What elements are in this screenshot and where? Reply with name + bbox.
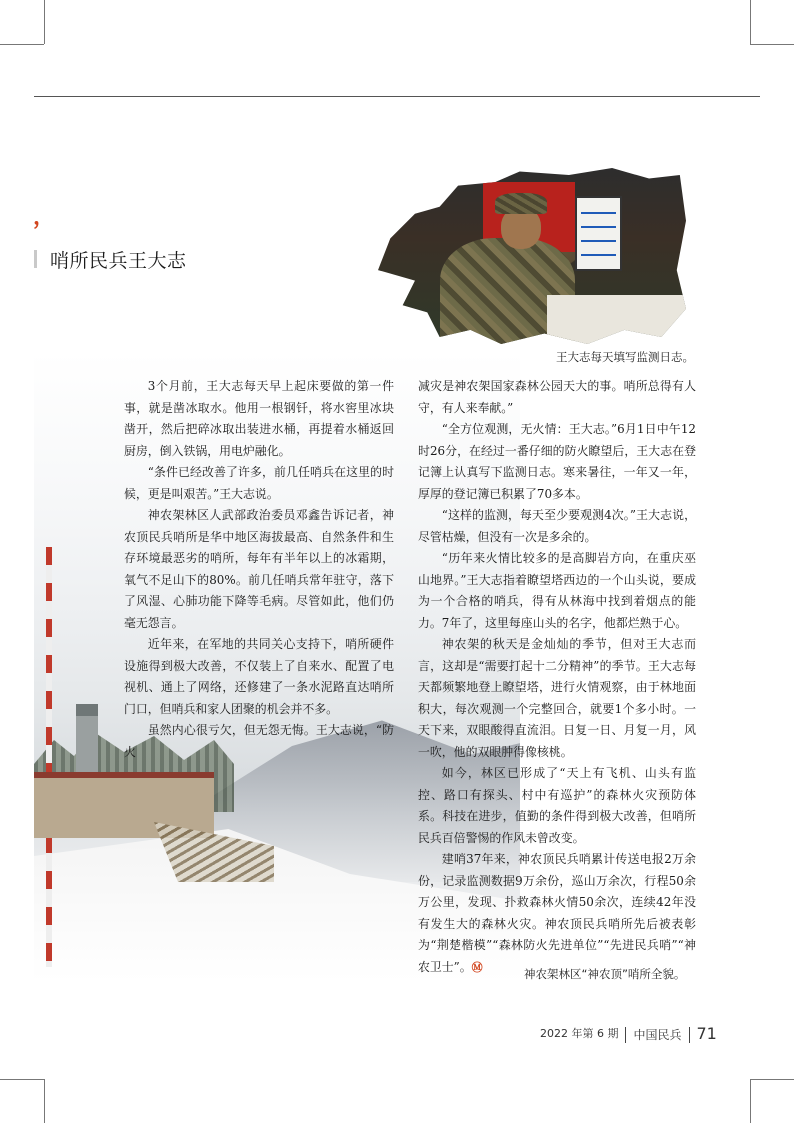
paragraph-continued: 减灾是神农架国家森林公园天大的事。哨所总得有人守，有人来奉献。” <box>418 379 696 415</box>
footer-divider <box>689 1027 690 1043</box>
paragraph: “全方位观测，无火情：王大志。”6月1日中午12时26分，在经过一番仔细的防火瞭望后，王大志在登记簿上认真写下监测日志。寒来暑往，一年又一年，厚厚的登记簿已积累了70多本。 <box>418 422 696 501</box>
crop-mark <box>750 0 751 44</box>
photo-soldier-writing <box>378 168 686 344</box>
desk <box>547 295 686 344</box>
footer-divider <box>625 1027 626 1043</box>
notice-board <box>575 196 622 270</box>
crop-mark <box>750 44 794 45</box>
issue-label: 2022 年第 6 期 <box>540 1027 619 1040</box>
photo-caption-bottom: 神农架林区“神农顶”哨所全貌。 <box>524 967 686 981</box>
soldier-cap <box>495 193 547 214</box>
final-text: 建哨37年来，神农顶民兵哨累计传送电报2万余份，记录监测数据9万余份，巡山万余次，行程50余万公里，发现、扑救森林火情50余次，连续42年没有发生大的森林火灾。神农顶民兵哨所先后被表彰为“荆楚楷模”“森林防火先进单位”“先进民兵哨”“神农卫士”。 <box>418 852 696 974</box>
page-number: 71 <box>696 1024 717 1043</box>
crop-mark <box>0 44 44 45</box>
article-left-column <box>124 376 394 763</box>
paragraph: “这样的监测，每天至少要观测4次。”王大志说，尽管枯燥，但没有一次是多余的。 <box>418 508 696 544</box>
section-title: 哨所民兵王大志 <box>50 250 187 272</box>
crop-mark <box>750 1079 794 1080</box>
sentry-building <box>34 772 214 838</box>
paragraph: “历年来火情比较多的是高脚岩方向，在重庆巫山地界。”王大志指着瞭望塔西边的一个山头说，要成为一个合格的哨兵，得有从林海中找到着烟点的能力。7年了，这里每座山头的名字，他都烂熟于心。 <box>418 551 696 630</box>
crop-mark <box>0 1079 44 1080</box>
radio-mast <box>46 547 52 967</box>
page-footer <box>540 1024 717 1043</box>
magazine-name: 中国民兵 <box>633 1028 682 1042</box>
paragraph-final <box>418 849 696 978</box>
paragraph: 虽然内心很亏欠，但无怨无悔。王大志说，“防火 <box>124 723 394 759</box>
paragraph: 近年来，在军地的共同关心支持下，哨所硬件设施得到极大改善，不仅装上了自来水、配置了电视机、通上了网络，还修建了一条水泥路直达哨所门口，但哨兵和家人团聚的机会并不多。 <box>124 637 394 716</box>
accent-mark: ， <box>33 205 56 230</box>
paragraph: 神农架林区人武部政治委员邓鑫告诉记者，神农顶民兵哨所是华中地区海拔最高、自然条件和生存环境最恶劣的哨所，每年有半年以上的冰霜期，氧气不足山下的80%。前几任哨兵常年驻守，落下了风湿、心肺功能下降等毛病。尽管如此，他们仍毫无怨言。 <box>124 508 394 630</box>
title-bar <box>34 250 37 268</box>
paragraph: 如今，林区已形成了“天上有飞机、山头有监控、路口有探头、村中有巡护”的森林火灾预防体系。科技在进步，值勤的条件得到极大改善，但哨所民兵百倍警惕的作风未曾改变。 <box>418 766 696 845</box>
crop-mark <box>44 0 45 44</box>
photo-caption-top: 王大志每天填写监测日志。 <box>556 350 694 364</box>
paragraph: 3个月前，王大志每天早上起床要做的第一件事，就是凿冰取水。他用一根钢钎，将水窖里冰块凿开，然后把碎冰取出装进水桶，再提着水桶返回厨房，倒入铁锅，用电炉融化。 <box>124 379 394 458</box>
article-right-column <box>418 376 696 978</box>
paragraph: “条件已经改善了许多，前几任哨兵在这里的时候，更是叫艰苦。”王大志说。 <box>124 465 394 501</box>
end-mark-icon: Ⓜ <box>471 960 483 974</box>
paragraph: 神农架的秋天是金灿灿的季节，但对王大志而言，这却是“需要打起十二分精神”的季节。王大志每天都频繁地登上瞭望塔，进行火情观察，由于林地面积大，每次观测一个完整回合，就要1个多小时。一天下来，双眼酸得直流泪。日复一日、月复一月，风一吹，他的双眼肿得像核桃。 <box>418 637 696 759</box>
crop-mark <box>44 1079 45 1123</box>
header-rule <box>34 96 760 97</box>
crop-mark <box>750 1079 751 1123</box>
